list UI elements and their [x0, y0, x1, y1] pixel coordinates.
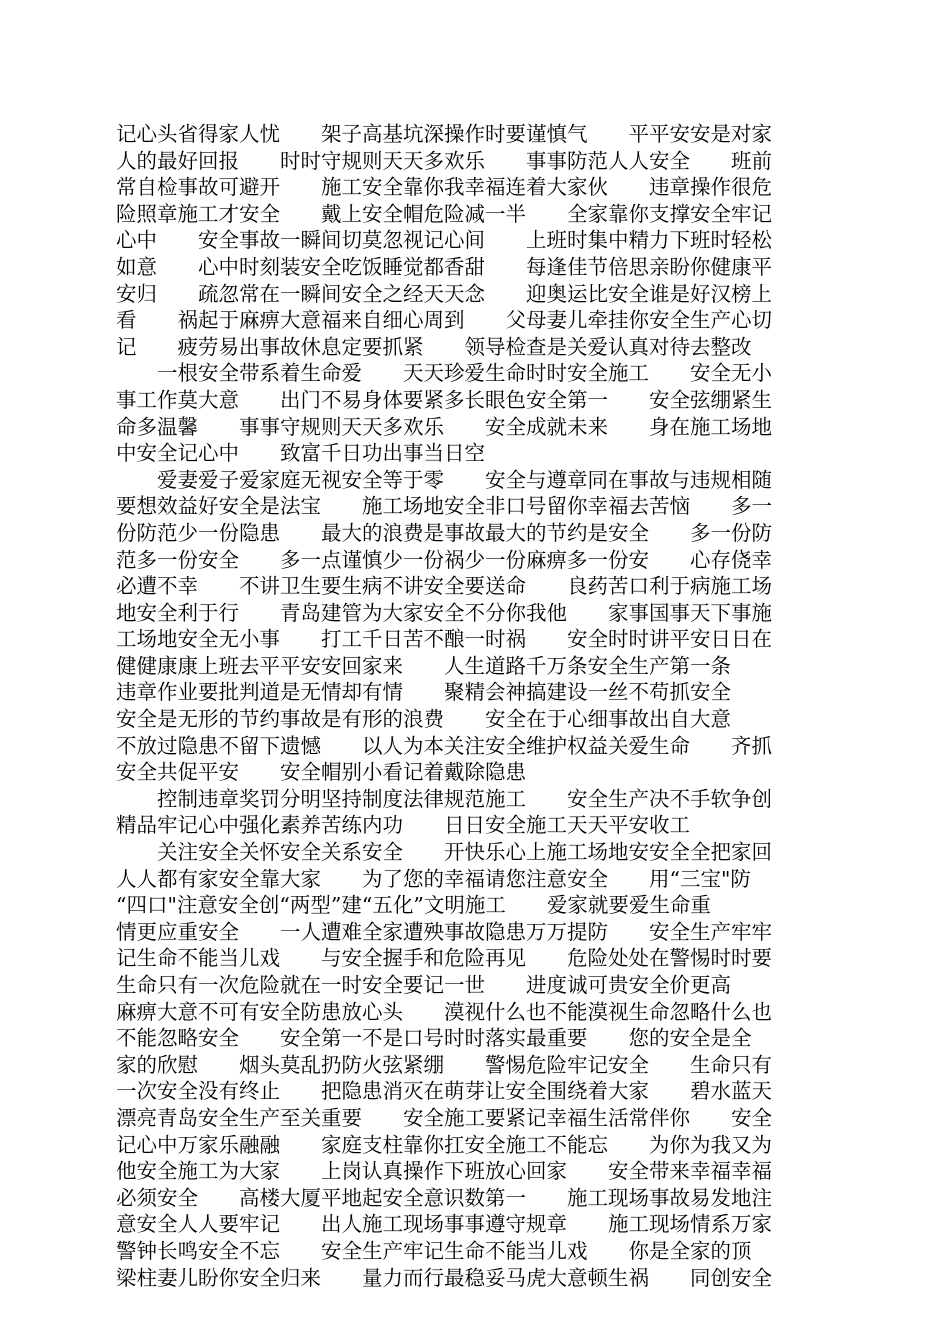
- text-line: 不能忽略安全 安全第一不是口号时时落实最重要 您的安全是全: [116, 1026, 752, 1051]
- text-line: 安归 疏忽常在一瞬间安全之经天天念 迎奥运比安全谁是好汉榜上: [116, 281, 772, 306]
- text-line: 健健康康上班去平平安安回家来 人生道路千万条安全生产第一条: [116, 653, 731, 678]
- text-line: 生命只有一次危险就在一时安全要记一世 进度诚可贵安全价更高: [116, 973, 731, 997]
- text-line: 要想效益好安全是法宝 施工场地安全非口号留你幸福去苦恼 多一: [116, 494, 772, 519]
- text-line: 家的欣慰 烟头莫乱扔防火弦紧绷 警惕危险牢记安全 生命只有: [116, 1052, 772, 1077]
- text-line: 中安全记心中 致富千日功出事当日空: [116, 441, 485, 466]
- text-line: 险照章施工才安全 戴上安全帽危险减一半 全家靠你支撑安全牢记: [116, 201, 772, 226]
- text-line: 记 疲劳易出事故休息定要抓紧 领导检查是关爱认真对待去整改: [116, 334, 752, 359]
- text-line: 关注安全关怀安全关系安全 开快乐心上施工场地安安全全把家回: [116, 840, 772, 865]
- text-line: 记心中万家乐融融 家庭支柱靠你扛安全施工不能忘 为你为我又为: [116, 1132, 772, 1157]
- text-line: 记生命不能当儿戏 与安全握手和危险再见 危险处处在警惕时时要: [116, 946, 772, 971]
- text-line: 警钟长鸣安全不忘 安全生产牢记生命不能当儿戏 你是全家的顶: [116, 1238, 752, 1263]
- text-line: 他安全施工为大家 上岗认真操作下班放心回家 安全带来幸福幸福: [116, 1159, 772, 1184]
- text-line: 漂亮青岛安全生产至关重要 安全施工要紧记幸福生活常伴你 安全: [116, 1105, 772, 1130]
- text-line: 人人都有家安全靠大家 为了您的幸福请您注意安全 用“三宝"防: [116, 866, 751, 891]
- text-line: 梁柱妻儿盼你安全归来 量力而行最稳妥马虎大意顿生祸 同创安全: [116, 1265, 772, 1290]
- text-line: 地安全利于行 青岛建管为大家安全不分你我他 家事国事天下事施: [116, 600, 772, 625]
- text-line: 看 祸起于麻痹大意福来自细心周到 父母妻儿牵挂你安全生产心切: [116, 308, 772, 333]
- text-line: 爱妻爱子爱家庭无视安全等于零 安全与遵章同在事故与违规相随: [116, 467, 772, 492]
- text-line: 必须安全 高楼大厦平地起安全意识数第一 施工现场事故易发地注: [116, 1185, 772, 1210]
- text-line: 情更应重安全 一人遭难全家遭殃事故隐患万万提防 安全生产牢牢: [116, 919, 772, 944]
- text-line: 工场地安全无小事 打工千日苦不酿一时祸 安全时时讲平安日日在: [116, 627, 772, 652]
- text-line: 一次安全没有终止 把隐患消灭在萌芽让安全围绕着大家 碧水蓝天: [116, 1079, 772, 1104]
- text-line: 一根安全带系着生命爱 天天珍爱生命时时安全施工 安全无小: [116, 361, 772, 386]
- text-line: 份防范少一份隐患 最大的浪费是事故最大的节约是安全 多一份防: [116, 520, 772, 545]
- text-line: 安全共促平安 安全帽别小看记着戴除隐患: [116, 760, 526, 785]
- text-line: 违章作业要批判道是无情却有情 聚精会神搞建设一丝不苟抓安全: [116, 680, 731, 705]
- text-line: 常自检事故可避开 施工安全靠你我幸福连着大家伙 违章操作很危: [116, 175, 772, 200]
- text-line: 命多温馨 事事守规则天天多欢乐 安全成就未来 身在施工场地: [116, 414, 772, 439]
- text-line: 人的最好回报 时时守规则天天多欢乐 事事防范人人安全 班前: [116, 148, 772, 173]
- text-line: 心中 安全事故一瞬间切莫忽视记心间 上班时集中精力下班时轻松: [116, 228, 772, 253]
- text-line: 如意 心中时刻装安全吃饭睡觉都香甜 每逢佳节倍思亲盼你健康平: [116, 254, 772, 279]
- text-line: 麻痹大意不可有安全防患放心头 漠视什么也不能漠视生命忽略什么也: [116, 999, 772, 1024]
- text-line: 记心头省得家人忧 架子高基坑深操作时要谨慎气 平平安安是对家: [116, 122, 772, 146]
- body-text: [116, 121, 832, 1291]
- text-line: “四口"注意安全创“两型”建“五化”文明施工 爱家就要爱生命重: [116, 893, 711, 918]
- text-line: 不放过隐患不留下遗憾 以人为本关注安全维护权益关爱生命 齐抓: [116, 733, 772, 758]
- text-line: 意安全人人要牢记 出人施工现场事事遵守规章 施工现场情系万家: [116, 1212, 772, 1237]
- text-line: 事工作莫大意 出门不易身体要紧多长眼色安全第一 安全弦绷紧生: [116, 387, 772, 412]
- text-line: 精品牢记心中强化素养苦练内功 日日安全施工天天平安收工: [116, 813, 690, 838]
- text-line: 安全是无形的节约事故是有形的浪费 安全在于心细事故出自大意: [116, 707, 731, 732]
- text-line: 范多一份安全 多一点谨慎少一份祸少一份麻痹多一份安 心存侥幸: [116, 547, 772, 572]
- text-line: 控制违章奖罚分明坚持制度法律规范施工 安全生产决不手软争创: [116, 786, 772, 811]
- text-line: 必遭不幸 不讲卫生要生病不讲安全要送命 良药苦口利于病施工场: [116, 574, 772, 599]
